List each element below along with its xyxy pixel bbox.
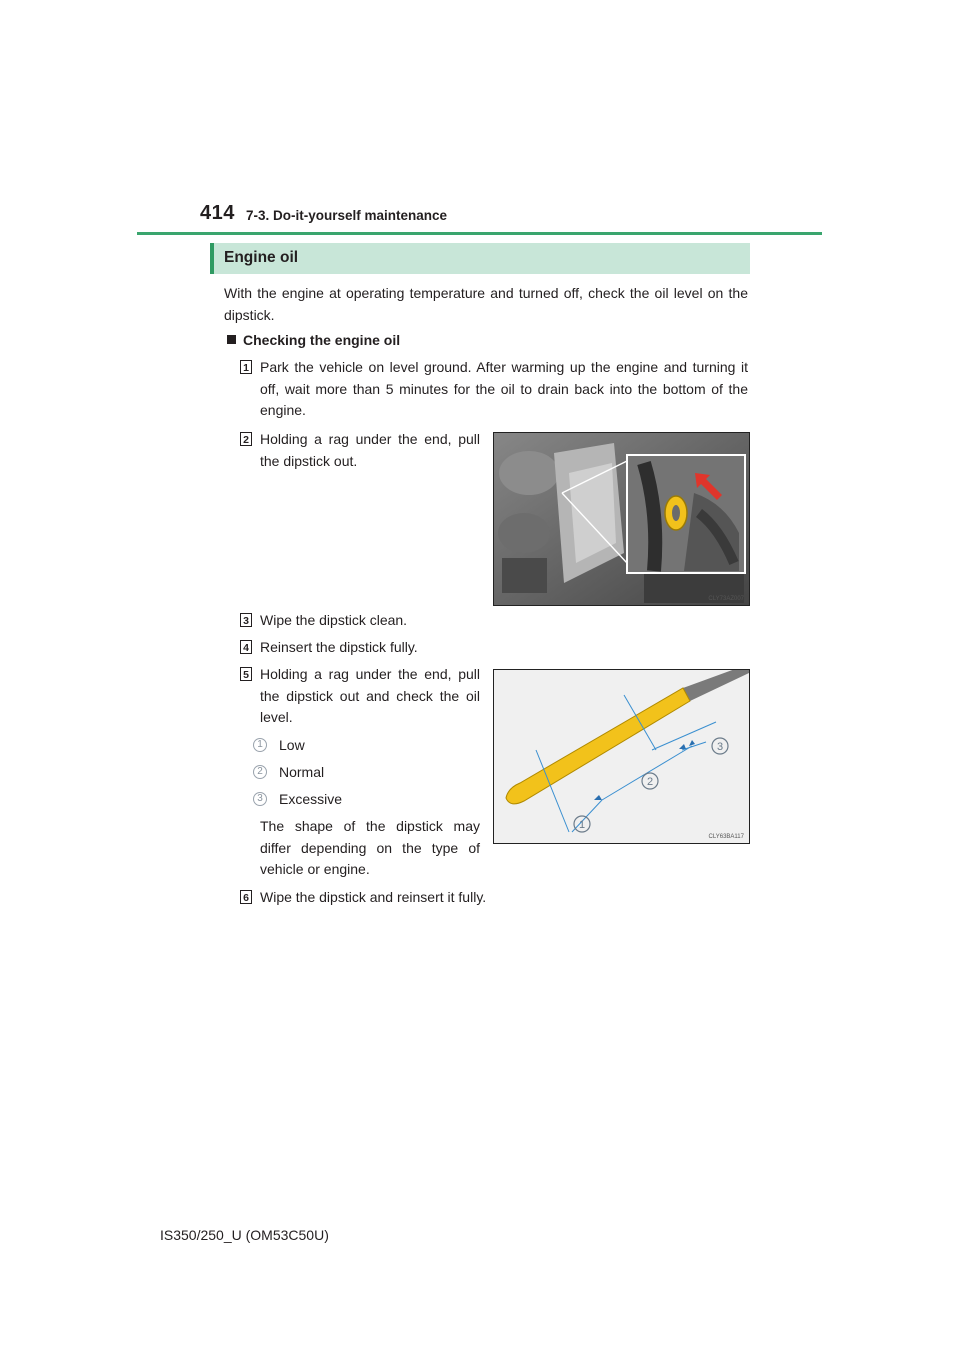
step-6-marker: 6 <box>240 890 252 904</box>
section-accent <box>210 243 214 274</box>
callout-1: 1 <box>578 819 586 831</box>
engine-bay-photo <box>493 432 750 606</box>
section-title-bar <box>210 243 750 274</box>
subheading: Checking the engine oil <box>243 332 401 348</box>
step-3-text: Wipe the dipstick clean. <box>260 612 408 628</box>
section-header: 7-3. Do-it-yourself maintenance <box>246 208 448 223</box>
step-5-marker: 5 <box>240 667 252 681</box>
step-1-text: Park the vehicle on level ground. After warming up the engine and turning it off, wait more than 5 minutes for the oil to drain back into the bottom of the engine. <box>260 359 748 419</box>
engine-photo-code: CLY73AZ007 <box>708 596 744 602</box>
step-2-text: Holding a rag under the end, pull the dipstick out. <box>260 431 480 469</box>
header-rule <box>137 232 822 235</box>
step-1-marker: 1 <box>240 360 252 374</box>
level-2-label: Normal <box>279 764 325 780</box>
intro-text: With the engine at operating temperature and turned off, check the oil level on the dipstick. <box>224 285 748 323</box>
dipstick-diagram <box>493 669 750 844</box>
step-2-marker: 2 <box>240 432 252 446</box>
step-6-text: Wipe the dipstick and reinsert it fully. <box>260 889 487 905</box>
callout-2: 2 <box>646 776 654 788</box>
step-3-marker: 3 <box>240 613 252 627</box>
level-2-marker: 2 <box>253 765 267 779</box>
engine-bay-illustration <box>494 433 750 606</box>
section-title: Engine oil <box>224 249 299 266</box>
callout-3: 3 <box>716 741 724 753</box>
dipstick-note: The shape of the dipstick may differ depending on the type of vehicle or engine. <box>260 818 480 878</box>
footer-model-code: IS350/250_U (OM53C50U) <box>160 1227 329 1243</box>
page-number: 414 <box>200 202 235 224</box>
dipstick-illustration <box>494 670 750 844</box>
step-4-marker: 4 <box>240 640 252 654</box>
dipstick-diagram-code: CLY63BA117 <box>708 834 744 840</box>
step-5-text: Holding a rag under the end, pull the dipstick out and check the oil level. <box>260 666 480 726</box>
square-bullet-icon <box>227 335 236 344</box>
level-3-marker: 3 <box>253 792 267 806</box>
step-4-text: Reinsert the dipstick fully. <box>260 639 418 655</box>
level-1-marker: 1 <box>253 738 267 752</box>
level-3-label: Excessive <box>279 791 343 807</box>
level-1-label: Low <box>279 737 305 753</box>
